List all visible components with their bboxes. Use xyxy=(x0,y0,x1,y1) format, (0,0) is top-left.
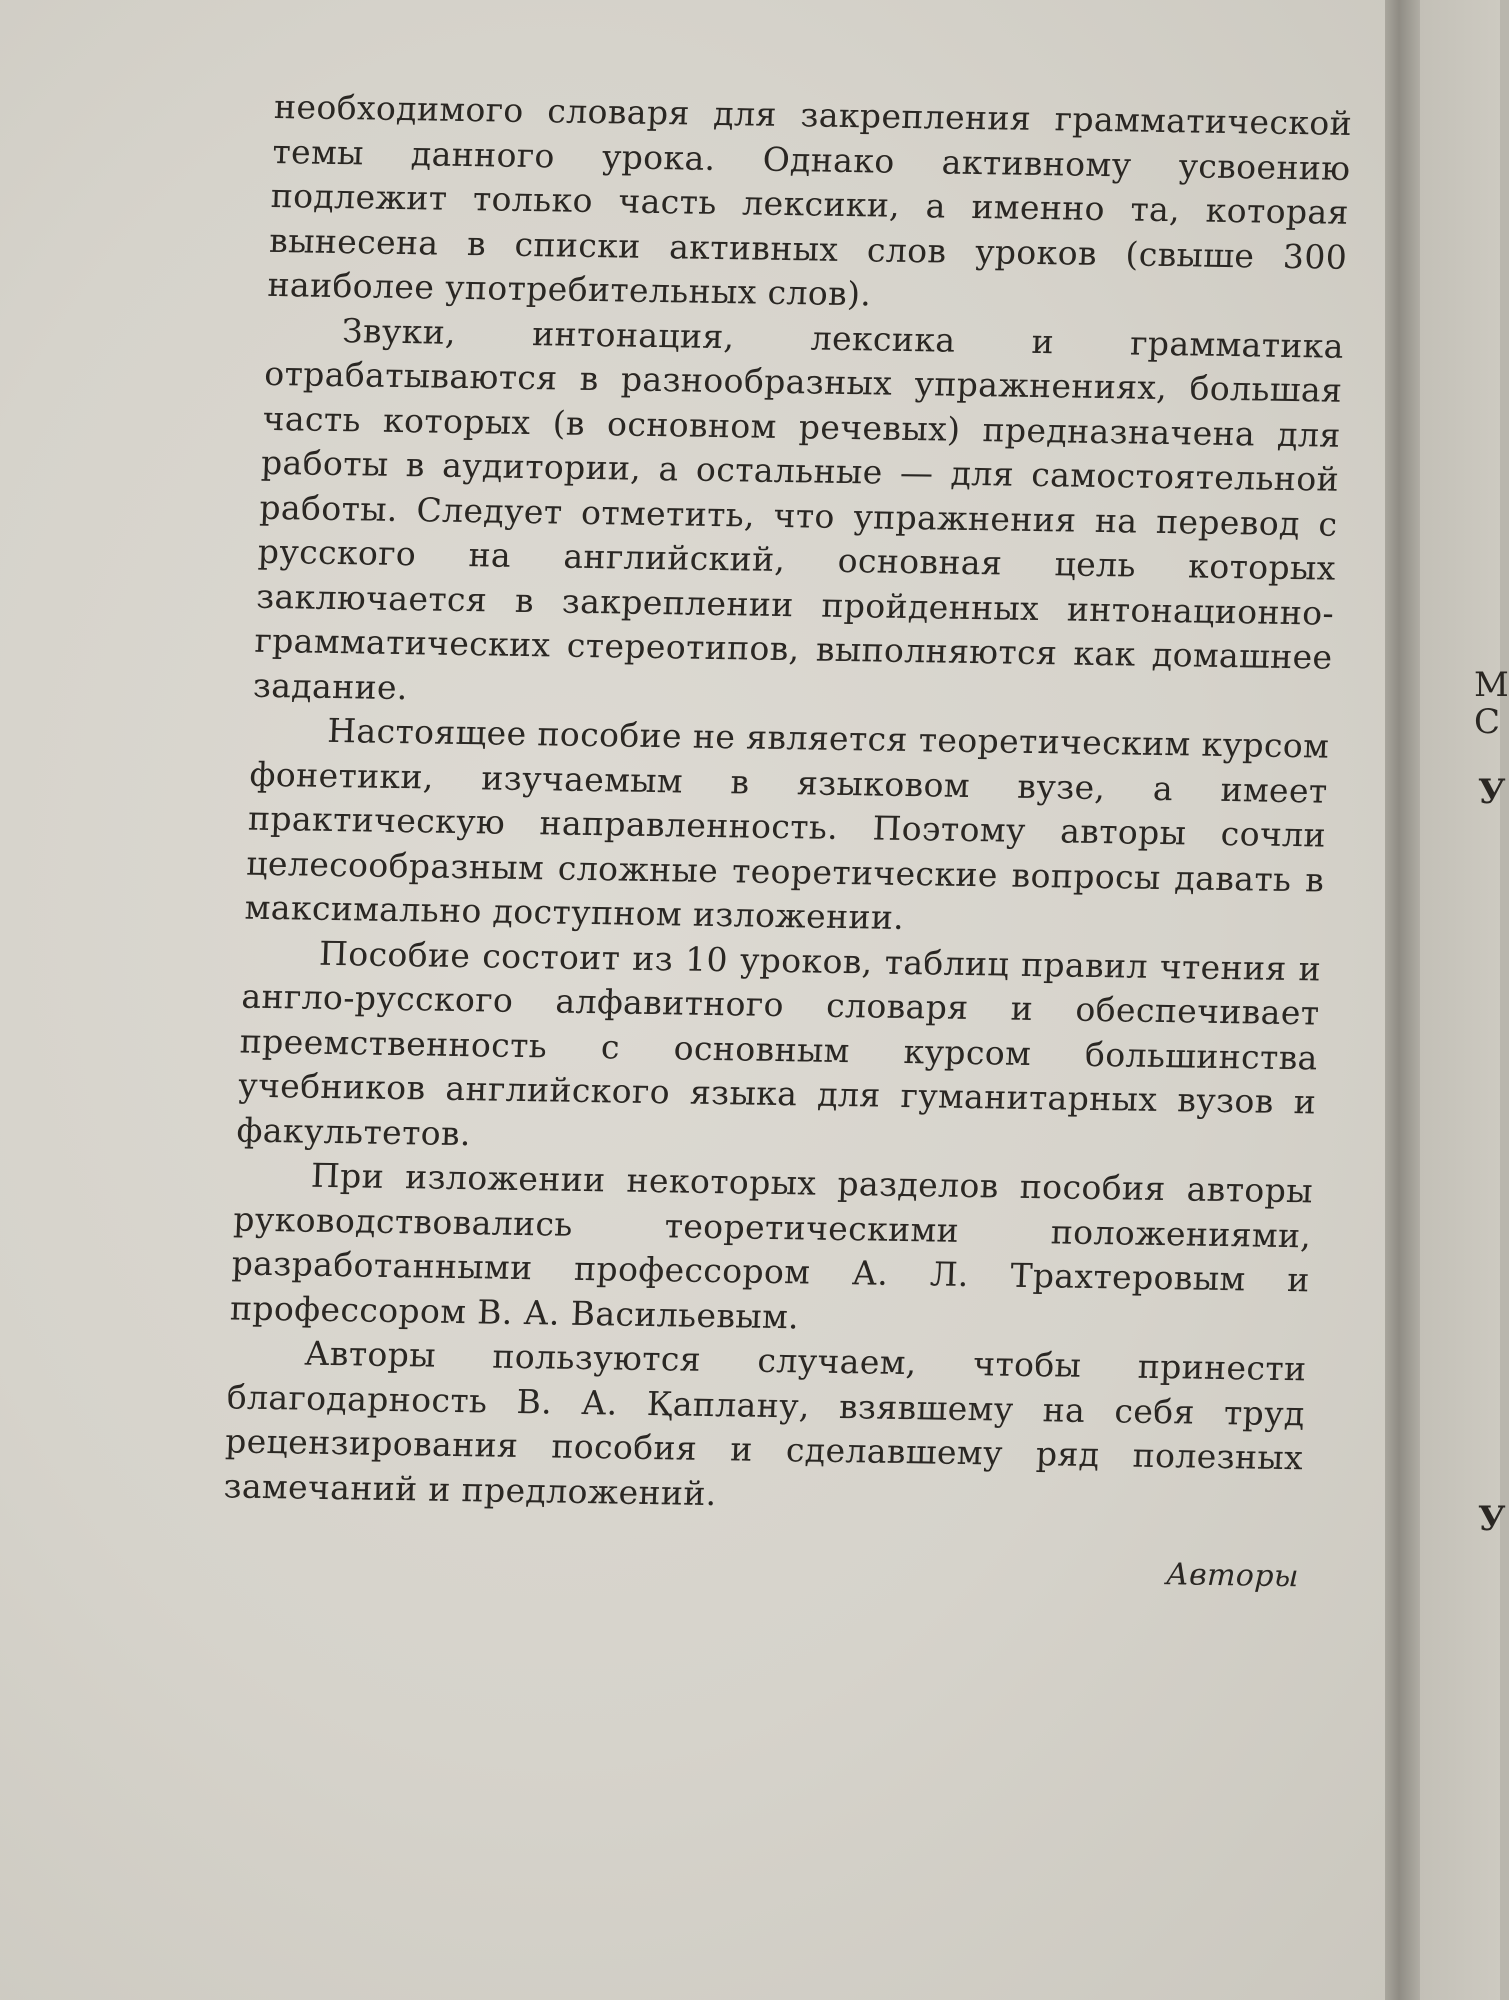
next-page-glyph: У xyxy=(1478,772,1506,812)
authors-signature: Авторы xyxy=(1165,1557,1300,1595)
paragraph-exercises: Звуки, интонация, лексика и грамматика отрабатываются в разнообразных упражнениях, большая часть которых (в основном речевых) предназначена для работы в аудитории, а остальные — для самостоятельной работы. Следует отметить, что упражнения на перевод с русского на английский, основная цель которых заключается в закреплении пройденных интонационно-грамматических стереотипов, выполняются как домашнее задание. xyxy=(252,310,1345,707)
paragraph-structure: Пособие состоит из 10 уроков, таблиц правил чтения и англо-русского алфавитного словаря и обеспечивает преемственность с основным курсом большинства учебников английского языка для гуманитарных вузов и факультетов. xyxy=(235,933,1322,1153)
paragraph-acknowledgement: Авторы пользуются случаем, чтобы принести благодарность В. А. Қаплану, взявшему на себя труд рецензирования пособия и сделавшему ряд полезных замечаний и предложений. xyxy=(222,1333,1308,1513)
next-page-edge xyxy=(1420,0,1500,2000)
paragraph-continuation: необходимого словаря для закрепления грамматической темы данного урока. Однако активному усвоению подлежит только часть лексики, а именно та, которая вынесена в списки активных слов уроков (свыше 300 наиболее употребительных слов). xyxy=(266,86,1353,314)
book-gutter xyxy=(1385,0,1425,2000)
paragraph-purpose: Настоящее пособие не является теоретическим курсом фонетики, изучаемым в языковом вузе, а имеет практическую направленность. Поэтому авторы сочли целесообразным сложные теоретические вопросы давать в максимально доступном изложении. xyxy=(244,710,1330,937)
page-text xyxy=(220,85,1353,1600)
next-page-glyph: М xyxy=(1474,665,1509,705)
paragraph-sources: При изложении некоторых разделов пособия авторы руководствовались теоретическими положениями, разработанными профессором А. Л. Трахтеровым и профессором В. А. Васильевым. xyxy=(229,1155,1314,1336)
next-page-glyph: С xyxy=(1474,702,1501,742)
next-page-glyph: У xyxy=(1478,1499,1506,1539)
